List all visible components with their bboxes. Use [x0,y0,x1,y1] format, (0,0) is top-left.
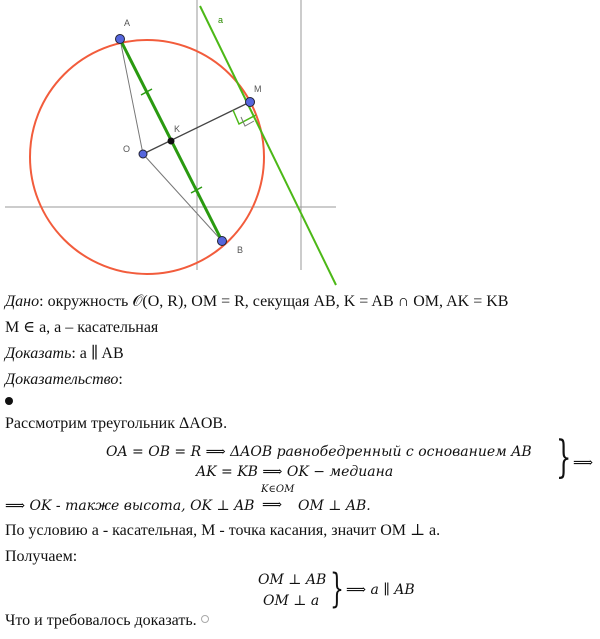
circle [30,40,264,274]
given-line-2 [5,319,158,337]
proof-obtain: Получаем: [5,548,78,565]
point-K [168,138,175,145]
system-1-implies: ⟹ [573,455,594,471]
proof-line-3-over: K∈OM [261,484,295,495]
proof-line-3-prefix: ⟹ OK - также высота, OK ⊥ AB [5,498,255,514]
geometry-figure [0,0,600,290]
proof-intro: Рассмотрим треугольник ΔAOB. [5,415,228,432]
bullet-icon [5,397,13,405]
system-2-result: ⟹ a ∥ AB [346,582,415,598]
prove-statement: : a ∥ AB [71,345,124,362]
system-2-line-1: OM ⊥ AB [258,572,327,588]
qed-circle-icon [201,615,209,623]
point-O [139,150,147,158]
label-K: K [174,124,181,134]
label-B: B [237,245,244,255]
proof-heading [5,371,123,389]
proof-label: Доказательство [5,371,119,388]
segment-OB [143,154,222,241]
qed-line [5,612,209,630]
label-O: O [123,144,131,154]
proof-colon: : [118,371,123,388]
right-brace-icon: } [556,432,572,483]
proof-line-3-arrow: ⟹ [262,497,283,513]
proof-line-3-suffix: OM ⊥ AB. [298,498,371,514]
point-B [218,237,227,246]
system-2-line-2: OM ⊥ a [263,593,320,609]
proof-line-4: По условию a - касательная, M - точка касания, значит OM ⊥ a. [5,522,441,539]
proof-equation-2: AK = KB ⟹ OK − медиана [196,464,394,480]
segment-OA [120,39,143,154]
given-text-2: M ∈ a, a – касательная [5,319,159,336]
given-line-1 [5,293,508,311]
right-angle-mark-M [241,117,254,126]
given-label: Дано [5,293,40,310]
proof-equation-1: OA = OB = R ⟹ ΔAOB равнобедренный с основанием AB [106,444,532,460]
label-M: M [254,84,262,94]
point-A [116,35,125,44]
right-brace-2-icon: } [330,566,344,612]
qed-text: Что и требовалось доказать. [5,612,197,629]
given-text-1: : окружность 𝒪(O, R), OM = R, секущая AB, K = AB ∩ OM, AK = KB [39,293,509,310]
label-a: a [218,15,224,25]
prove-label: Доказать [5,345,72,362]
prove-line [5,345,124,363]
point-M [246,98,255,107]
label-A: A [124,18,131,28]
